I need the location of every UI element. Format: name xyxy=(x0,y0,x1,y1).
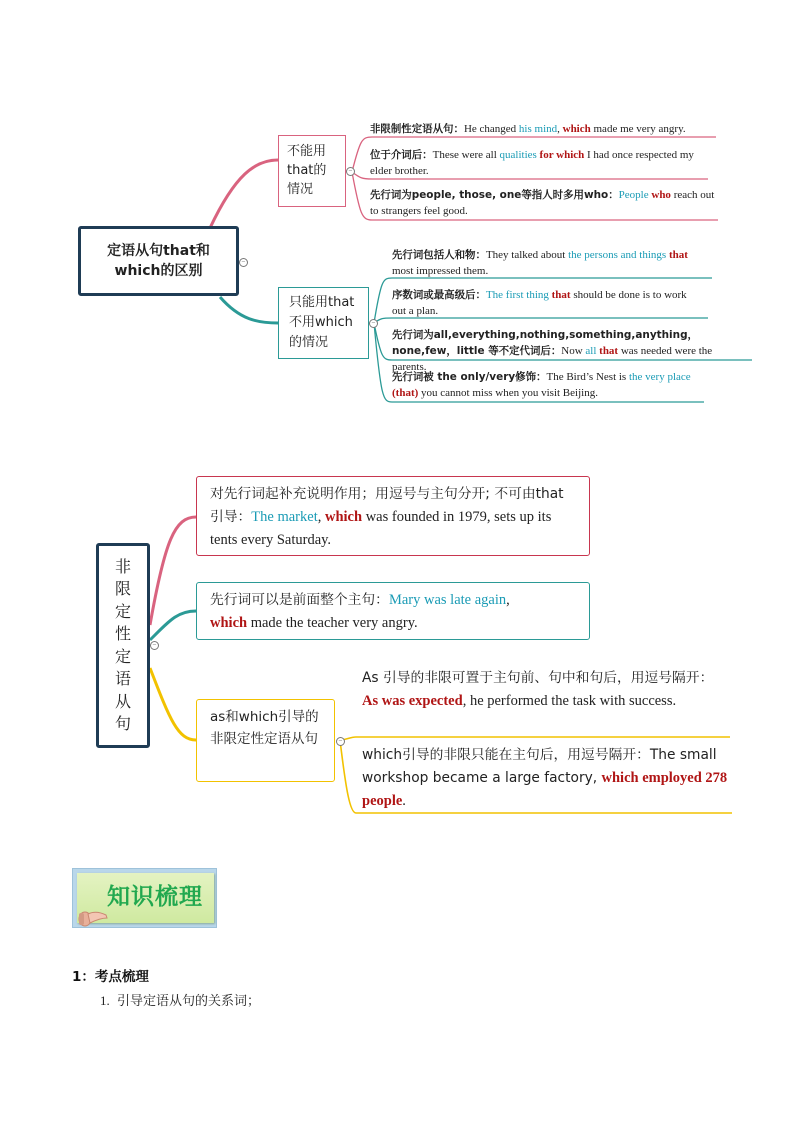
only-item-2: 序数词或最高级后：The first thing that should be done is to work out a plan. xyxy=(392,289,687,317)
connector-b1 xyxy=(150,517,196,625)
collapse-icon[interactable]: − xyxy=(369,319,378,328)
node-only-that-label: 只能用that不用which的情况 xyxy=(289,295,355,350)
knowledge-banner xyxy=(72,868,217,928)
connector-root-cannot xyxy=(210,160,278,228)
collapse-icon[interactable]: − xyxy=(239,258,248,267)
connector-b3 xyxy=(150,668,196,740)
mindmap1-root-label: 定语从句that和which的区别 xyxy=(107,243,210,279)
collapse-icon[interactable]: − xyxy=(336,737,345,746)
node-cannot-use-that xyxy=(278,135,346,207)
only-item-1: 先行词包括人和物：They talked about the persons and things that most impressed them. xyxy=(392,249,688,277)
section-heading: 1：考点梳理 xyxy=(72,969,149,985)
connector-root-only xyxy=(220,297,278,323)
banner-title: 知识梳理 xyxy=(107,884,203,910)
only-item-4: 先行词被 the only/very修饰：The Bird’s Nest is the very place (that) you cannot miss when you visit Beijing. xyxy=(392,371,691,399)
mindmap1-root xyxy=(78,226,239,296)
connector-b3-s1 xyxy=(340,737,730,740)
branch-as-which: as和which引导的非限定性定语从句 xyxy=(196,699,335,782)
which-clause-note: which引导的非限只能在主句后，用逗号隔开：The small workshop became a large factory, which employed 278 people. xyxy=(362,747,728,809)
list-number: 1. xyxy=(100,993,110,1008)
cannot-item-1: 非限制性定语从句：He changed his mind, which made me very angry. xyxy=(370,123,686,135)
branch-whole-clause: 先行词可以是前面整个主句：Mary was late again, which made the teacher very angry. xyxy=(196,582,590,640)
mindmap2-root-label: 非限定性定语从句 xyxy=(115,556,132,733)
collapse-icon[interactable]: − xyxy=(150,641,159,650)
pointing-hand-icon xyxy=(76,899,116,929)
cannot-item-2: 位于介词后：These were all qualities for which I had once respected my elder brother. xyxy=(370,149,694,177)
node-only-that xyxy=(278,287,369,359)
branch-supplementary: 对先行词起补充说明作用；用逗号与主句分开; 不可由that引导：The market, which was founded in 1979, sets up its tents every Saturday. xyxy=(196,476,590,556)
list-item xyxy=(100,990,260,1009)
cannot-item-3: 先行词为people, those, one等指人时多用who：People who reach out to strangers feel good. xyxy=(370,189,715,217)
as-clause-note: As 引导的非限可置于主句前、句中和句后，用逗号隔开：As was expected, he performed the task with success. xyxy=(362,670,714,709)
connector-b2 xyxy=(150,611,196,640)
list-text: 引导定语从句的关系词； xyxy=(117,994,261,1009)
mindmap2-root xyxy=(96,543,150,748)
collapse-icon[interactable]: − xyxy=(346,167,355,176)
only-item-3: 先行词为all,everything,nothing,something,anything，none,few，little 等不定代词后：Now all that was needed were the parents. xyxy=(392,329,713,373)
node-cannot-use-that-label: 不能用that的情况 xyxy=(287,144,327,197)
